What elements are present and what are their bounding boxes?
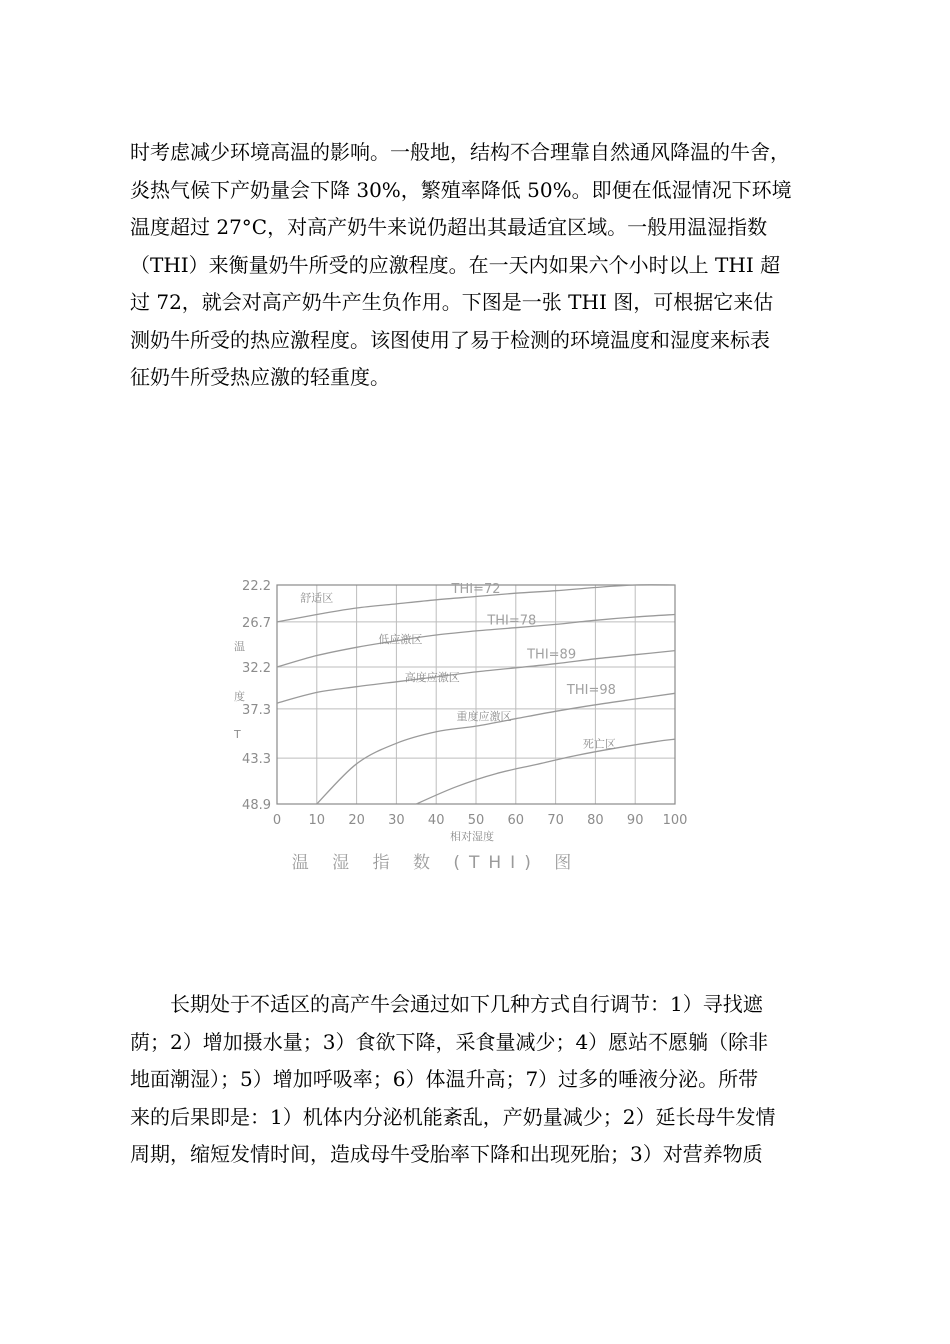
text-line: 长期处于不适区的高产牛会通过如下几种方式自行调节：1）寻找遮 — [130, 992, 763, 1016]
paragraph-2 — [130, 986, 855, 1174]
x-axis-label: 相对湿度 — [450, 830, 494, 843]
series-label: THI=89 — [527, 647, 577, 663]
series-label: THI=78 — [487, 613, 537, 629]
text-line: （THI）来衡量奶牛所受的应激程度。在一天内如果六个小时以上 THI 超 — [130, 252, 781, 277]
y-tick-label: 22.2 — [242, 579, 271, 594]
x-tick-label: 10 — [308, 813, 326, 828]
paragraph-1 — [130, 134, 855, 397]
zone-label: 舒适区 — [300, 591, 334, 605]
text-line: 测奶牛所受的热应激程度。该图使用了易于检测的环境温度和湿度来标表 — [130, 327, 770, 352]
text-line: 周期，缩短发情时间，造成母牛受胎率下降和出现死胎；3）对营养物质 — [130, 1142, 763, 1166]
x-tick-label: 50 — [467, 813, 485, 828]
x-tick-label: 40 — [427, 813, 445, 828]
y-tick-label: 43.3 — [242, 752, 271, 768]
x-tick-label: 90 — [626, 813, 644, 828]
x-tick-label: 80 — [587, 813, 604, 828]
x-tick-label: 70 — [547, 813, 564, 828]
text-line: 荫；2）增加摄水量；3）食欲下降，采食量减少；4）愿站不愿躺（除非 — [130, 1029, 769, 1054]
x-tick-label: 30 — [388, 813, 405, 828]
text-line: 炎热气候下产奶量会下降 30%，繁殖率降低 50%。即便在低湿情况下环境 — [130, 177, 792, 202]
x-tick-label: 60 — [507, 813, 525, 828]
zone-label: 死亡区 — [582, 737, 616, 751]
zone-label: 低应激区 — [378, 633, 423, 647]
text-line: 地面潮湿）；5）增加呼吸率；6）体温升高；7）过多的唾液分泌。所带 — [130, 1067, 759, 1091]
y-tick-label: 37.3 — [242, 702, 271, 718]
y-axis-label: 温 — [234, 640, 245, 653]
x-tick-label: 100 — [662, 813, 688, 828]
zone-label: 重度应激区 — [456, 710, 512, 724]
thi-chart — [230, 575, 700, 890]
text-line: 温度超过 27°C，对高产奶牛来说仍超出其最适宜区域。一般用温湿指数 — [130, 215, 768, 239]
x-tick-label: 20 — [348, 813, 365, 828]
thi-curve — [416, 739, 675, 804]
series-label: THI=72 — [451, 582, 501, 598]
x-tick-label: 0 — [272, 813, 282, 828]
y-axis-label: 度 — [234, 690, 245, 703]
zone-label: 高度应激区 — [404, 670, 460, 684]
y-tick-label: 48.9 — [242, 798, 271, 813]
text-line: 征奶牛所受热应激的轻重度。 — [130, 365, 390, 389]
y-tick-label: 32.2 — [242, 661, 271, 677]
thi-figure — [230, 575, 700, 890]
text-line: 来的后果即是：1）机体内分泌机能紊乱，产奶量减少；2）延长母牛发情 — [130, 1104, 776, 1129]
y-tick-label: 26.7 — [242, 615, 271, 631]
text-line: 时考虑减少环境高温的影响。一般地，结构不合理靠自然通风降温的牛舍， — [130, 140, 790, 164]
series-label: THI=98 — [566, 682, 616, 698]
y-axis-label: T — [234, 728, 241, 741]
text-line: 过 72，就会对高产奶牛产生负作用。下图是一张 THI 图，可根据它来估 — [130, 290, 774, 314]
chart-title: 温 湿 指 数 (THI) 图 — [291, 853, 581, 873]
